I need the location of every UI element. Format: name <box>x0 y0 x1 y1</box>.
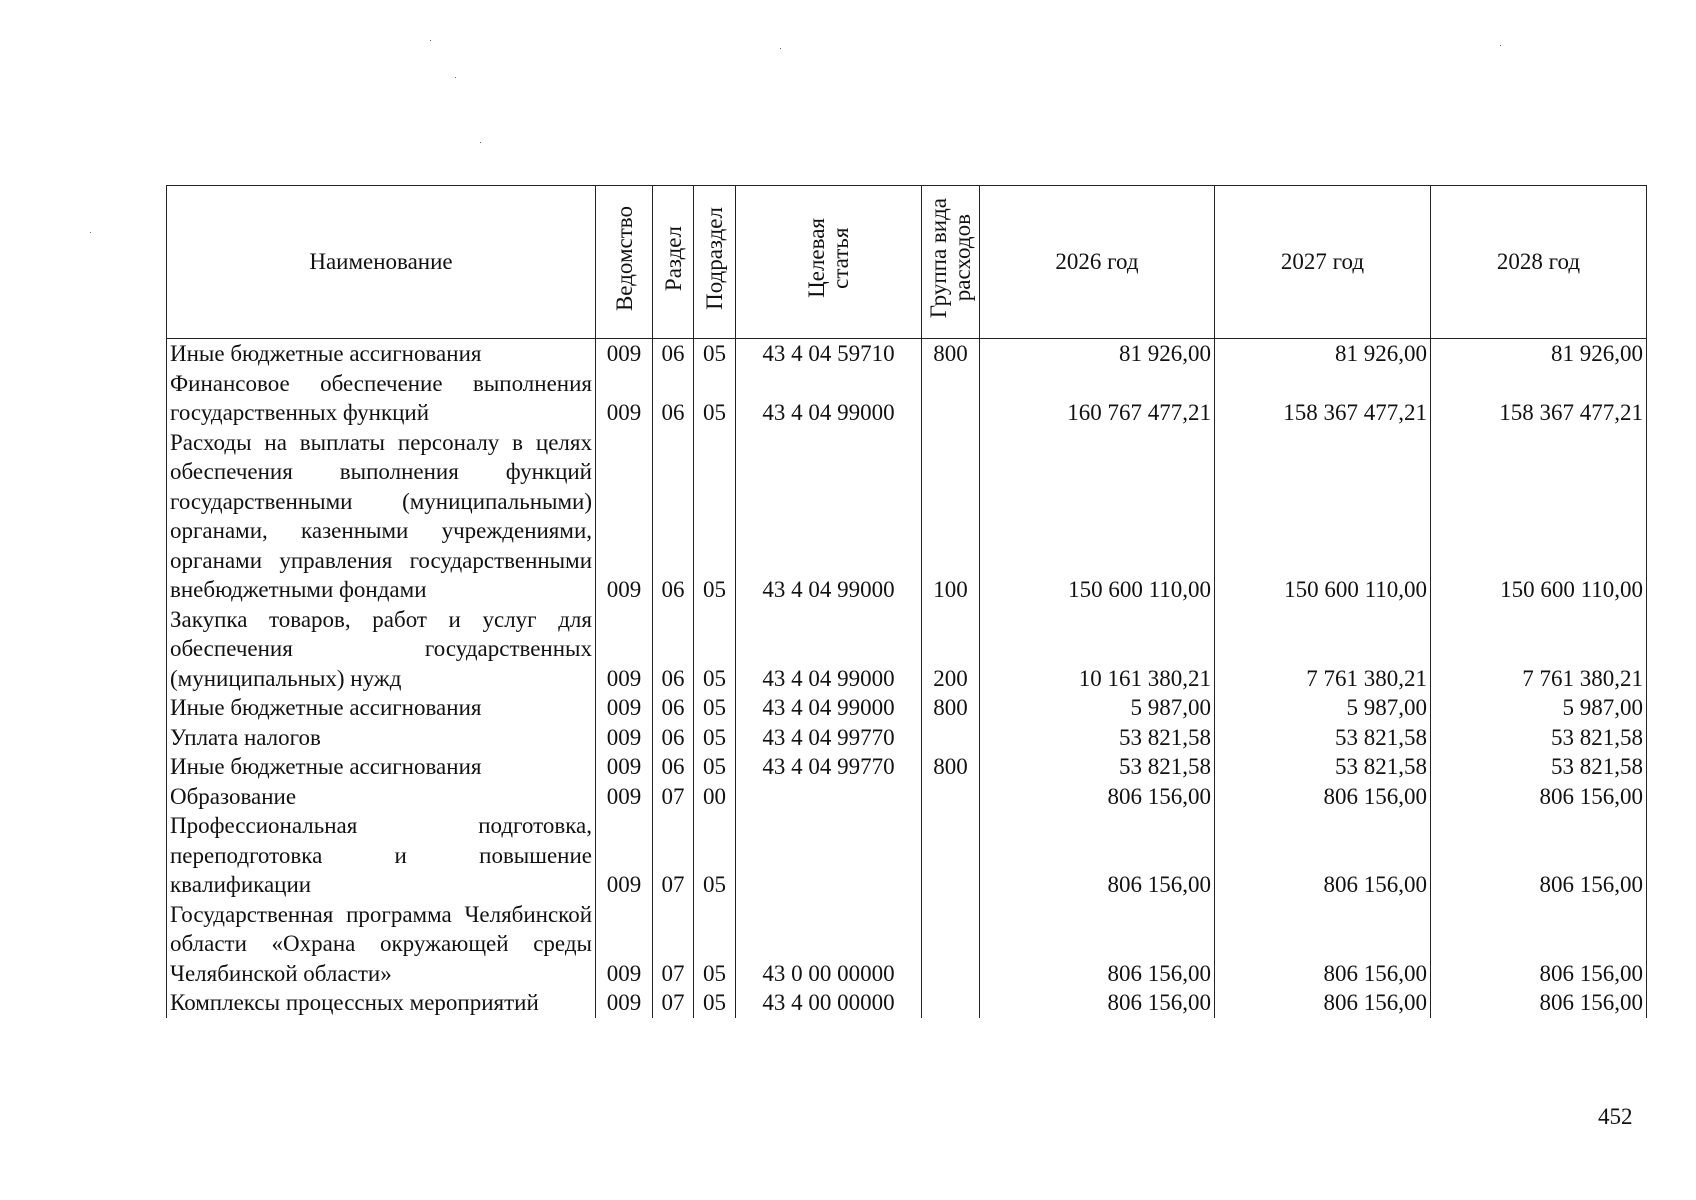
row-name: Иные бюджетные ассигнования <box>167 693 596 723</box>
row-value-2027: 150 600 110,00 <box>1215 428 1431 605</box>
row-name: Уплата налогов <box>167 723 596 753</box>
table-row <box>167 693 1647 723</box>
row-gruppa-vida <box>922 723 980 753</box>
row-value-2027: 806 156,00 <box>1215 988 1431 1018</box>
row-vedomstvo: 009 <box>596 900 653 989</box>
row-gruppa-vida <box>922 369 980 428</box>
row-gruppa-vida: 800 <box>922 339 980 369</box>
row-razdel: 06 <box>653 605 694 694</box>
table-row <box>167 811 1647 900</box>
row-gruppa-vida <box>922 900 980 989</box>
scan-speck <box>430 40 431 41</box>
table-row <box>167 428 1647 605</box>
row-name: Образование <box>167 782 596 812</box>
row-value-2028: 158 367 477,21 <box>1431 369 1647 428</box>
scan-speck <box>455 77 456 78</box>
budget-table <box>166 185 1647 1018</box>
table-row <box>167 369 1647 428</box>
row-gruppa-vida <box>922 811 980 900</box>
row-value-2028: 81 926,00 <box>1431 339 1647 369</box>
row-value-2028: 806 156,00 <box>1431 900 1647 989</box>
row-value-2026: 806 156,00 <box>980 811 1215 900</box>
row-value-2026: 150 600 110,00 <box>980 428 1215 605</box>
row-razdel: 07 <box>653 988 694 1018</box>
row-podrazdel: 05 <box>694 752 736 782</box>
row-value-2026: 53 821,58 <box>980 752 1215 782</box>
row-podrazdel: 05 <box>694 693 736 723</box>
row-vedomstvo: 009 <box>596 811 653 900</box>
row-tselevaya-statya <box>736 811 922 900</box>
row-vedomstvo: 009 <box>596 428 653 605</box>
header-razdel: Раздел <box>653 186 694 339</box>
row-podrazdel: 05 <box>694 988 736 1018</box>
page-number: 452 <box>1598 1104 1633 1129</box>
row-value-2027: 5 987,00 <box>1215 693 1431 723</box>
row-name: Финансовое обеспечение выполнения государственных функций <box>167 369 596 428</box>
scan-speck <box>1500 45 1501 46</box>
row-podrazdel: 05 <box>694 811 736 900</box>
row-gruppa-vida: 100 <box>922 428 980 605</box>
row-value-2026: 10 161 380,21 <box>980 605 1215 694</box>
row-value-2028: 7 761 380,21 <box>1431 605 1647 694</box>
row-podrazdel: 05 <box>694 605 736 694</box>
row-value-2026: 5 987,00 <box>980 693 1215 723</box>
row-value-2026: 806 156,00 <box>980 782 1215 812</box>
row-razdel: 06 <box>653 369 694 428</box>
row-value-2028: 53 821,58 <box>1431 723 1647 753</box>
row-tselevaya-statya <box>736 782 922 812</box>
row-tselevaya-statya: 43 4 04 99770 <box>736 723 922 753</box>
row-value-2027: 7 761 380,21 <box>1215 605 1431 694</box>
row-name: Профессиональная подготовка, переподготовка и повышение квалификации <box>167 811 596 900</box>
row-razdel: 06 <box>653 428 694 605</box>
row-name: Государственная программа Челябинской области «Охрана окружающей среды Челябинской области» <box>167 900 596 989</box>
header-2027: 2027 год <box>1215 186 1431 339</box>
row-tselevaya-statya: 43 4 00 00000 <box>736 988 922 1018</box>
scan-speck <box>480 142 481 143</box>
row-gruppa-vida <box>922 988 980 1018</box>
row-razdel: 06 <box>653 339 694 369</box>
header-gruppa-vida-raskhodov: Группа вида расходов <box>922 186 980 339</box>
table-row <box>167 988 1647 1018</box>
row-gruppa-vida: 800 <box>922 693 980 723</box>
table-row <box>167 752 1647 782</box>
row-value-2026: 160 767 477,21 <box>980 369 1215 428</box>
row-razdel: 07 <box>653 782 694 812</box>
row-tselevaya-statya: 43 4 04 99000 <box>736 428 922 605</box>
row-value-2027: 806 156,00 <box>1215 782 1431 812</box>
row-vedomstvo: 009 <box>596 369 653 428</box>
row-value-2027: 81 926,00 <box>1215 339 1431 369</box>
row-value-2028: 5 987,00 <box>1431 693 1647 723</box>
row-value-2028: 53 821,58 <box>1431 752 1647 782</box>
row-podrazdel: 05 <box>694 339 736 369</box>
row-tselevaya-statya: 43 4 04 99770 <box>736 752 922 782</box>
row-podrazdel: 05 <box>694 723 736 753</box>
row-vedomstvo: 009 <box>596 693 653 723</box>
scan-speck <box>90 232 91 233</box>
row-gruppa-vida <box>922 782 980 812</box>
row-razdel: 06 <box>653 752 694 782</box>
row-value-2027: 806 156,00 <box>1215 811 1431 900</box>
row-value-2027: 53 821,58 <box>1215 723 1431 753</box>
row-name: Закупка товаров, работ и услуг для обеспечения государственных (муниципальных) нужд <box>167 605 596 694</box>
row-razdel: 07 <box>653 900 694 989</box>
row-tselevaya-statya: 43 4 04 99000 <box>736 693 922 723</box>
row-name: Иные бюджетные ассигнования <box>167 339 596 369</box>
table-row <box>167 339 1647 369</box>
row-value-2026: 81 926,00 <box>980 339 1215 369</box>
row-vedomstvo: 009 <box>596 723 653 753</box>
table-header-row <box>167 186 1647 339</box>
row-value-2028: 150 600 110,00 <box>1431 428 1647 605</box>
row-name: Иные бюджетные ассигнования <box>167 752 596 782</box>
row-vedomstvo: 009 <box>596 605 653 694</box>
row-gruppa-vida: 200 <box>922 605 980 694</box>
row-razdel: 07 <box>653 811 694 900</box>
row-value-2028: 806 156,00 <box>1431 782 1647 812</box>
row-value-2028: 806 156,00 <box>1431 811 1647 900</box>
row-gruppa-vida: 800 <box>922 752 980 782</box>
row-podrazdel: 05 <box>694 900 736 989</box>
row-vedomstvo: 009 <box>596 988 653 1018</box>
row-podrazdel: 05 <box>694 369 736 428</box>
budget-table-wrapper <box>166 185 1646 1018</box>
row-podrazdel: 00 <box>694 782 736 812</box>
row-tselevaya-statya: 43 4 04 99000 <box>736 605 922 694</box>
header-name: Наименование <box>167 186 596 339</box>
row-razdel: 06 <box>653 693 694 723</box>
row-value-2026: 53 821,58 <box>980 723 1215 753</box>
row-podrazdel: 05 <box>694 428 736 605</box>
row-value-2027: 806 156,00 <box>1215 900 1431 989</box>
row-value-2028: 806 156,00 <box>1431 988 1647 1018</box>
scan-speck <box>780 48 781 49</box>
row-value-2027: 53 821,58 <box>1215 752 1431 782</box>
row-vedomstvo: 009 <box>596 752 653 782</box>
header-tselevaya-statya: Целевая статья <box>736 186 922 339</box>
table-row <box>167 723 1647 753</box>
table-row <box>167 605 1647 694</box>
row-tselevaya-statya: 43 0 00 00000 <box>736 900 922 989</box>
row-vedomstvo: 009 <box>596 339 653 369</box>
row-name: Комплексы процессных мероприятий <box>167 988 596 1018</box>
row-value-2026: 806 156,00 <box>980 988 1215 1018</box>
table-row <box>167 900 1647 989</box>
header-2026: 2026 год <box>980 186 1215 339</box>
header-2028: 2028 год <box>1431 186 1647 339</box>
row-tselevaya-statya: 43 4 04 59710 <box>736 339 922 369</box>
row-tselevaya-statya: 43 4 04 99000 <box>736 369 922 428</box>
row-vedomstvo: 009 <box>596 782 653 812</box>
row-value-2026: 806 156,00 <box>980 900 1215 989</box>
row-name: Расходы на выплаты персоналу в целях обеспечения выполнения функций государственными (муниципальными) органами, казенными учреждениями, органами управления государственными внебюджетными фондами <box>167 428 596 605</box>
header-podrazdel: Подраздел <box>694 186 736 339</box>
header-vedomstvo: Ведомство <box>596 186 653 339</box>
row-razdel: 06 <box>653 723 694 753</box>
row-value-2027: 158 367 477,21 <box>1215 369 1431 428</box>
table-row <box>167 782 1647 812</box>
